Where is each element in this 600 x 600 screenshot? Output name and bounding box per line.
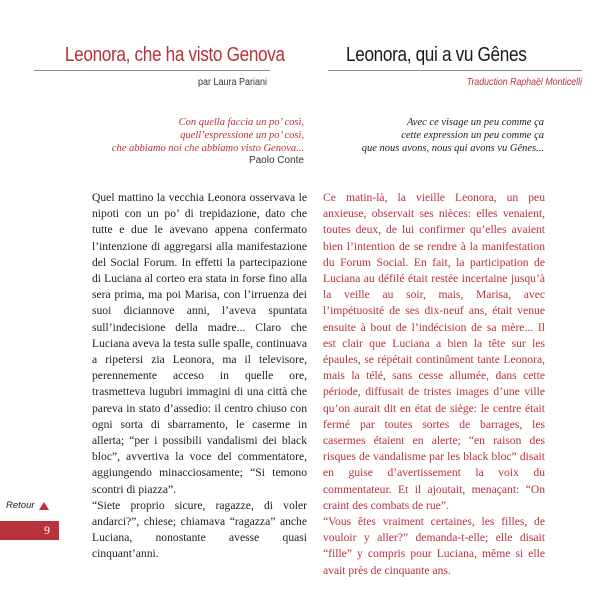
french-title-rule (328, 70, 582, 71)
author-credit: par Laura Pariani (197, 77, 267, 88)
italian-title-rule (34, 70, 270, 71)
body-paragraph: “Vous êtes vraiment certaines, les filles, de vouloir y aller?” demanda-t-elle; elle disait “fille” y compris pour Luciana, même si elle avait près de cinquante ans. (323, 515, 545, 577)
retour-label: Retour (6, 500, 35, 511)
epigraph-line: Con quella faccia un po’ così, (178, 117, 304, 128)
italian-title: Leonora, che ha visto Genova (64, 44, 285, 66)
page-number: 9 (44, 523, 50, 537)
body-paragraph: Quel mattino la vecchia Leonora osservava le nipoti con un po’ di trepidazione, dato che tutte e due le avevano appena confermato l’intenzione di aggregarsi alla manifestazione del Social Forum. In effetti la partecipazione di Luciana al corteo era stata in forse fino alla sera prima, ma poi Marisa, con l’irruenza dei suoi diciannove anni, l’aveva spuntata sull’indecisione della madre... Claro che Luciana aveva la testa sulle spalle, continuava a ripetersi zia Leonora, ma il televisore, perennemente acceso in quelle ore, trasmetteva lugubri immagini di una città che pareva in stato d’assedio: il centro chiuso con ogni sorta di sbarramento, le caserme in allerta; “per i possibili vandalismi dei black bloc”, avvertiva la voce del commentatore, aggiungendo minacciosamente; “Si temono scontri di piazza”. (92, 191, 307, 496)
italian-epigraph (60, 116, 304, 155)
epigraph-author: Paolo Conte (248, 155, 304, 166)
french-title: Leonora, qui a vu Gênes (346, 44, 527, 66)
retour-button[interactable] (6, 500, 49, 511)
body-paragraph: “Siete proprio sicure, ragazze, di voler andarci?”, chiese; chiamava “ragazza” anche Luciana, nonostante avesse quasi cinquant’anni. (92, 498, 307, 561)
epigraph-line: che abbiamo noi che abbiamo visto Genova... (111, 143, 304, 154)
epigraph-line: quell’espressione un po’ così, (180, 130, 304, 141)
epigraph-line: que nous avons, nous qui avons vu Gênes... (361, 143, 544, 154)
epigraph-line: cette expression un peu comme ça (401, 130, 544, 141)
translator-credit: Traduction Raphaël Monticelli (466, 77, 582, 88)
body-paragraph: Ce matin-là, la vieille Leonora, un peu anxieuse, observait ses nièces: elles venaient, toutes deux, de lui confirmer qu’elles avaient bien l’intention de se rendre à la manifestation du Forum Social. En fait, la participation de Luciana au défilé était restée incertaine jusqu’à la veille au soir, mais, Marisa, avec l’impétuosité de ses dix-neuf ans, était venue ensuite à bout de l’indécision de sa mère... Il est clair que Luciana a bien la tête sur les épaules, se répétait continûment tante Leonora, mais la télé, sans cesse allumée, dans cette période, diffusait de tristes images d’une ville qu’on aurait dit en état de siège: le centre était fermé par toutes sortes de barrages, les casermes étaient en alerte; “en raison des risques de vandalisme par les black bloc” disait en guise d’avertissement la voix du commentateur. Et il ajoutait, menaçant: “On craint des combats de rue”. (323, 191, 545, 512)
italian-body (92, 190, 307, 563)
french-epigraph (300, 116, 544, 155)
epigraph-line: Avec ce visage un peu comme ça (406, 117, 544, 128)
triangle-up-icon (39, 502, 49, 510)
french-body (323, 190, 545, 579)
page-number-badge (0, 521, 59, 540)
